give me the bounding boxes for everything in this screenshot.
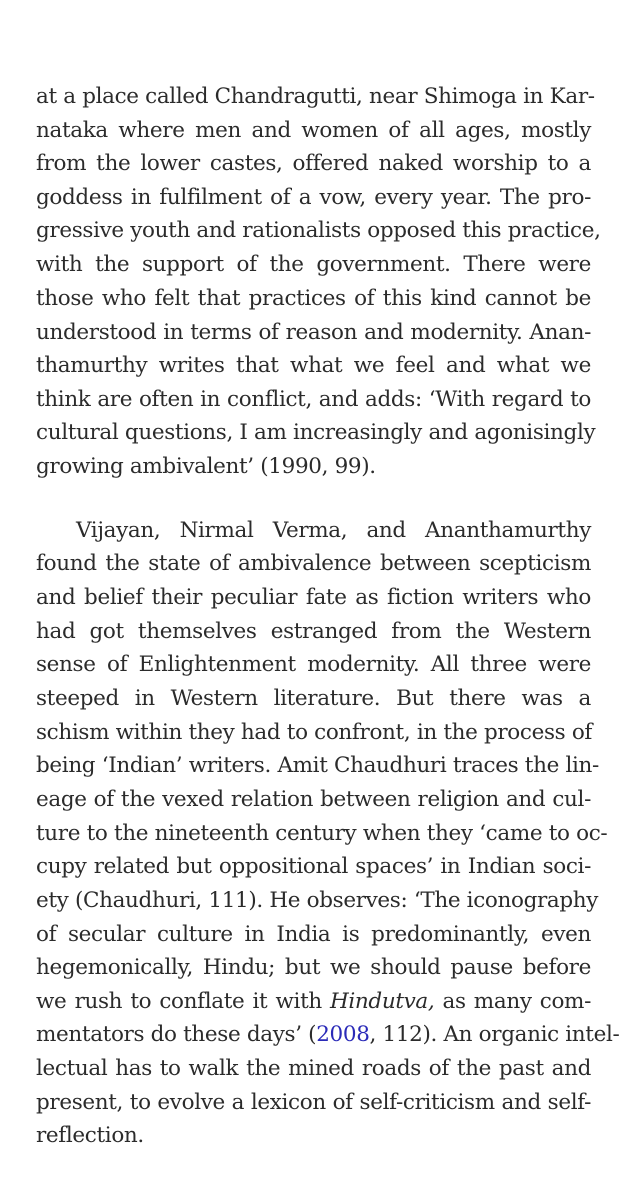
paragraph-1-line-3: from the lower castes, offered naked worship to a (36, 151, 591, 176)
paragraph-2-line-5: sense of Enlightenment modernity. All three were (36, 652, 591, 677)
line-15-text-before: we rush to conflate it with (36, 989, 330, 1014)
paragraph-1-line-10: think are often in conflict, and adds: ‘With regard to (36, 387, 591, 412)
paragraph-2-line-6: steeped in Western literature. But there was a (36, 686, 591, 711)
paragraph-2-line-13: of secular culture in India is predominantly, even (36, 922, 591, 947)
paragraph-1-line-12: growing ambivalent’ (1990, 99). (36, 454, 376, 479)
paragraph-2-line-16 (36, 1018, 620, 1052)
paragraph-2-line-3: and belief their peculiar fate as fiction writers who (36, 585, 591, 610)
paragraph-1-line-1: at a place called Chandragutti, near Shimoga in Kar- (36, 84, 595, 109)
paragraph-2-line-10: ture to the nineteenth century when they ‘came to oc- (36, 821, 608, 846)
paragraph-2-line-18: present, to evolve a lexicon of self-criticism and self- (36, 1090, 591, 1115)
paragraph-1-line-6: with the support of the government. There were (36, 252, 591, 277)
paragraph-1-line-2: nataka where men and women of all ages, mostly (36, 118, 591, 143)
paragraph-2-line-1: Vijayan, Nirmal Verma, and Ananthamurthy (76, 518, 591, 543)
paragraph-2-line-7: schism within they had to confront, in the process of (36, 720, 593, 745)
paragraph-2-line-19: reflection. (36, 1123, 144, 1148)
paragraph-2-line-11: cupy related but oppositional spaces’ in Indian soci- (36, 854, 591, 879)
paragraph-2-line-14: hegemonically, Hindu; but we should pause before (36, 955, 591, 980)
paragraph-2-line-9: eage of the vexed relation between religion and cul- (36, 787, 591, 812)
paragraph-2-line-17: lectual has to walk the mined roads of the past and (36, 1056, 591, 1081)
line-16-text-after: , 112). An organic intel- (369, 1022, 620, 1047)
paragraph-1-line-11: cultural questions, I am increasingly and agonisingly (36, 420, 596, 445)
paragraph-1-line-5: gressive youth and rationalists opposed this practice, (36, 218, 601, 243)
paragraph-2-line-15 (36, 985, 591, 1019)
italic-term: Hindutva, (330, 989, 435, 1014)
line-16-text-before: mentators do these days’ ( (36, 1022, 317, 1047)
paragraph-2-line-4: had got themselves estranged from the Western (36, 619, 591, 644)
paragraph-1-line-4: goddess in fulfilment of a vow, every year. The pro- (36, 185, 591, 210)
paragraph-1-line-7: those who felt that practices of this kind cannot be (36, 286, 591, 311)
citation-link-2008[interactable]: 2008 (316, 1022, 370, 1047)
paragraph-2-line-8: being ‘Indian’ writers. Amit Chaudhuri traces the lin- (36, 753, 599, 778)
paragraph-1-line-9: thamurthy writes that what we feel and what we (36, 353, 591, 378)
paragraph-2-line-12: ety (Chaudhuri, 111). He observes: ‘The iconography (36, 888, 599, 913)
paragraph-2-line-2: found the state of ambivalence between scepticism (36, 551, 591, 576)
line-15-text-after: as many com- (434, 989, 591, 1014)
paragraph-1-line-8: understood in terms of reason and modernity. Anan- (36, 320, 591, 345)
